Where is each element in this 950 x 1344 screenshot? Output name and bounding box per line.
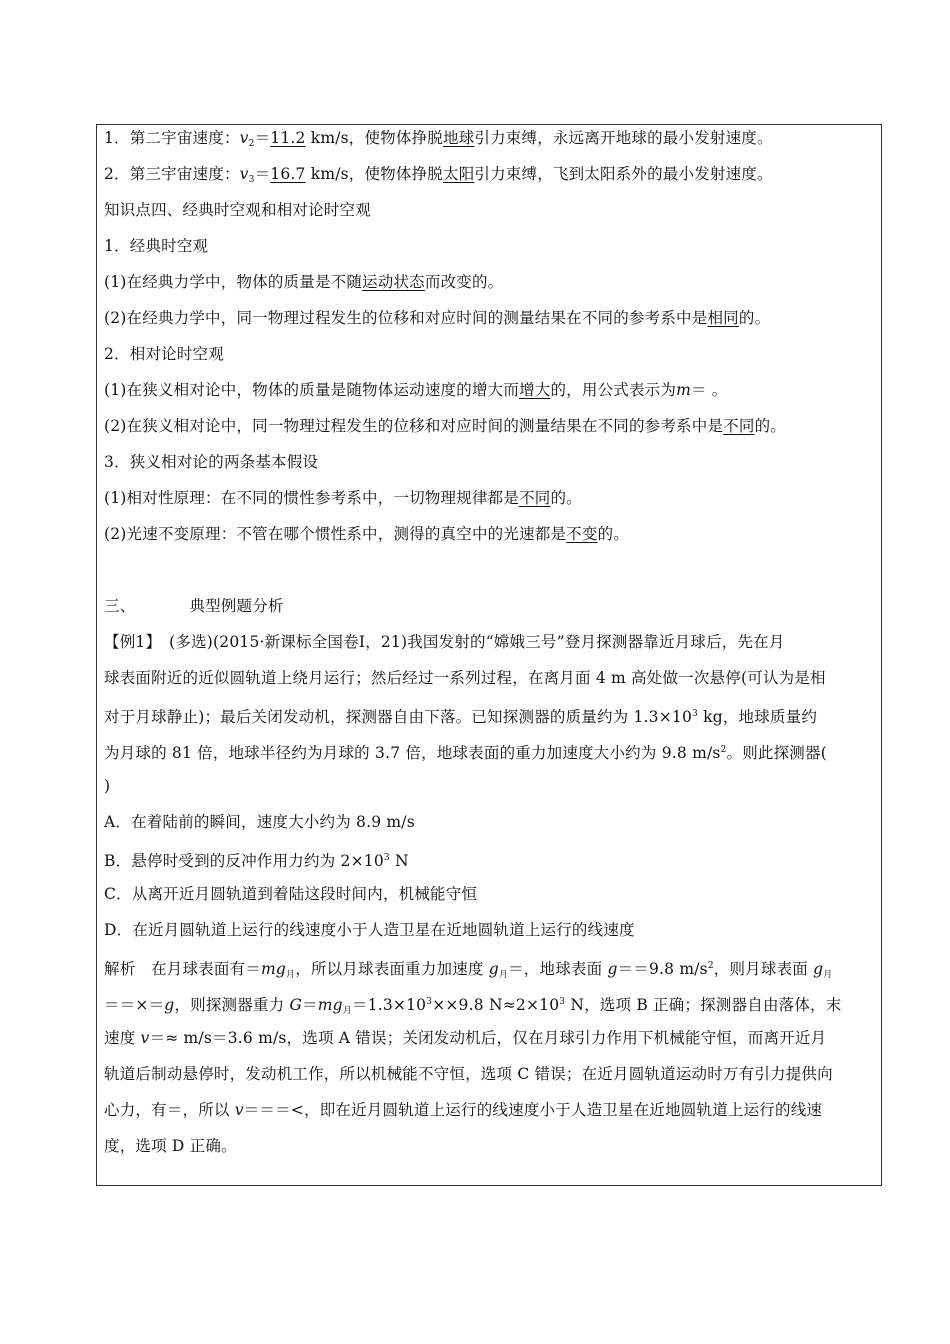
solution-line-2: ＝＝×＝g，则探测器重力 $G=mg_月=1.3\times 10^3\times\times 9.8$ $N\approx 2\times 10^3$ N，选项 B 正确；探测器自由落体，末 (104, 996, 842, 1016)
classical-measurement-statement: (2)在经典力学中，同一物理过程发生的位移和对应时间的测量结果在不同的参考系中是相同的。 (104, 309, 771, 327)
example-1-line-2: 球表面附近的近似圆轨道上绕月运行；然后经过一系列过程，在离月面 4 m 高处做一次悬停(可认为是相 (104, 669, 826, 687)
relativistic-measurement-statement: (2)在狭义相对论中，同一物理过程发生的位移和对应时间的测量结果在不同的参考系中是不同的。 (104, 417, 786, 435)
classical-mass-statement: (1)在经典力学中，物体的质量是不随运动状态而改变的。 (104, 273, 504, 291)
third-cosmic-velocity: 2．第三宇宙速度：$v_3=16.7$ km/s，使物体挣脱太阳引力束缚，飞到太阳系外的最小发射速度。 (104, 165, 773, 185)
solution-line-4: 轨道后制动悬停时，发动机工作，所以机械能不守恒，选项 C 错误；在近月圆轨道运动时万有引力提供向 (104, 1065, 833, 1083)
solution-line-5: 心力，有＝，所以 v＝＝＝<，即在近月圆轨道上运行的线速度小于人造卫星在近地圆轨道上运行的线速 (104, 1101, 823, 1119)
knowledge-point-four-heading: 知识点四、经典时空观和相对论时空观 (104, 201, 371, 219)
option-b: B．悬停时受到的反冲作用力约为 $2\times 10^3$ N (104, 852, 409, 870)
light-speed-principle: (2)光速不变原理：不管在哪个惯性系中，测得的真空中的光速都是不变的。 (104, 525, 629, 543)
solution-line-1: 解析 在月球表面有$=mg_月$，所以月球表面重力加速度 $g_月=$，地球表面 g＝＝9.8 $m/s^2$，则月球表面 $g_月$ (104, 960, 833, 980)
example-1-line-1: 【例1】 (多选)(2015·新课标全国卷Ⅰ，21)我国发射的“嫦娥三号”登月探测器靠近月球后，先在月 (104, 633, 785, 651)
classical-spacetime-heading: 1．经典时空观 (104, 237, 209, 255)
option-a: A．在着陆前的瞬间，速度大小约为 8.9 m/s (104, 813, 415, 831)
solution-line-6: 度，选项 D 正确。 (104, 1137, 237, 1155)
option-c: C．从离开近月圆轨道到着陆这段时间内，机械能守恒 (104, 885, 478, 903)
example-1-line-3: 对于月球静止)；最后关闭发动机，探测器自由下落。已知探测器的质量约为 $1.3\times 10^3$ kg，地球质量约 (104, 708, 818, 726)
option-d: D．在近月圆轨道上运行的线速度小于人造卫星在近地圆轨道上运行的线速度 (104, 921, 635, 939)
relativistic-mass-statement: (1)在狭义相对论中，物体的质量是随物体运动速度的增大而增大的，用公式表示为m＝ 。 (104, 381, 728, 399)
relativity-principle: (1)相对性原理：在不同的惯性参考系中，一切物理规律都是不同的。 (104, 489, 582, 507)
second-cosmic-velocity: 1．第二宇宙速度：$v_2=11.2$ km/s，使物体挣脱地球引力束缚，永远离开地球的最小发射速度。 (104, 129, 773, 149)
section-three-heading: 三、 典型例题分析 (104, 597, 284, 615)
example-1-line-4: 为月球的 81 倍，地球半径约为月球的 3.7 倍，地球表面的重力加速度大小约为 9.8 $m/s^2$。则此探测器( (104, 744, 827, 762)
relativistic-spacetime-heading: 2．相对论时空观 (104, 345, 224, 363)
solution-line-3: 速度 v＝≈ m/s＝3.6 m/s，选项 A 错误；关闭发动机后，仅在月球引力作用下机械能守恒，而离开近月 (104, 1029, 827, 1047)
example-1-line-5: ) (104, 777, 111, 795)
postulates-heading: 3．狭义相对论的两条基本假设 (104, 453, 319, 471)
